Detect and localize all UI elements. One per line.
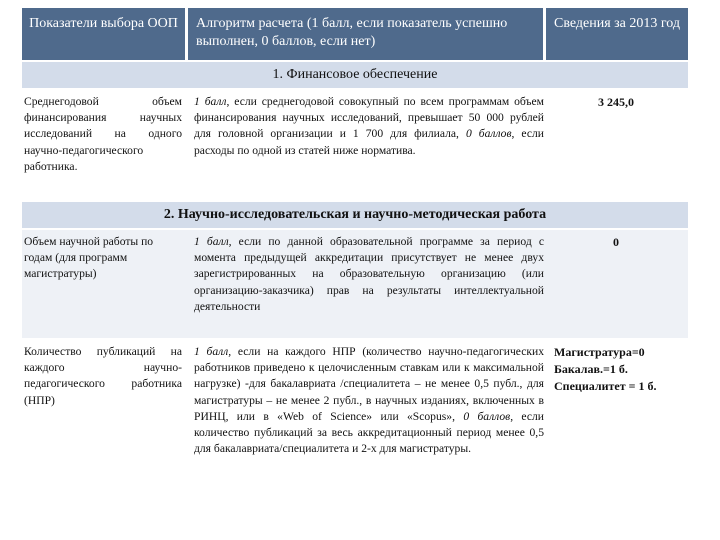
indicator-cell: Объем научной работы по годам (для программ магистратуры) (24, 235, 154, 281)
table-row (22, 90, 688, 202)
section-title: 1. Финансовое обеспечение (22, 62, 688, 88)
algorithm-score-false: 0 баллов (463, 409, 511, 423)
value-cell: 0 (613, 235, 619, 249)
indicator-cell: Среднегодовой объем финансирования научных исследований на одного научно-педагогического работника. (24, 95, 182, 173)
value-specialist: Специалитет = 1 б. (554, 379, 657, 393)
value-bachelors: Бакалав.=1 б. (554, 362, 628, 376)
value-cell: 3 245,0 (598, 95, 634, 109)
algorithm-text-2: , если количество публикаций за весь аккредитационный период менее 0,5 для бакалавриата/специалитета и 2-х для магистратуры. (194, 409, 545, 456)
algorithm-text: если по данной образовательной программе за период с момента предыдущей аккредитации присутствует не менее двух зарегистрированных на образовательную организацию (или организацию-заказчика) прав на результаты интеллектуальной деятельности (194, 235, 544, 313)
header-indicators: Показатели выбора ООП (22, 8, 185, 60)
value-masters: Магистратура=0 (554, 345, 645, 359)
algorithm-score-true: 1 балл, (194, 235, 232, 248)
algorithm-text: если на каждого НПР (количество научно-педагогических работников приведено к целочисленным ставкам или к максимальной нагрузке) -для бакалавриата /специалитета – не менее 0,5 публ., для магистратуры – не менее 2 публ., в научных изданиях, включенных в РИНЦ, или в «Web of Science» или «Scopus», (194, 345, 544, 423)
header-info-2013: Сведения за 2013 год (546, 8, 688, 60)
algorithm-cell (194, 340, 544, 457)
algorithm-cell (194, 90, 544, 159)
table-header (22, 8, 688, 60)
table-row (22, 340, 688, 536)
indicator-cell: Количество публикаций на каждого научно-педагогического работника (НПР) (24, 345, 182, 407)
algorithm-text-2: , если расходы по одной из статей ниже норматива. (194, 127, 545, 157)
algorithm-cell (194, 230, 544, 315)
algorithm-text: , если среднегодовой совокупный по всем программам объем финансирования научных исследований, превышает 50 000 рублей для головной организации и 1 700 для филиала, (194, 95, 544, 141)
value-cell (544, 340, 688, 395)
section-title: 2. Научно-исследовательская и научно-методическая работа (22, 202, 688, 228)
header-algorithm: Алгоритм расчета (1 балл, если показатель успешно выполнен, 0 баллов, если нет) (188, 8, 543, 60)
algorithm-score-true: 1 балл, (194, 345, 232, 358)
algorithm-score-true: 1 балл (194, 95, 227, 108)
algorithm-score-false: 0 баллов (465, 127, 512, 141)
table-row (22, 230, 688, 338)
